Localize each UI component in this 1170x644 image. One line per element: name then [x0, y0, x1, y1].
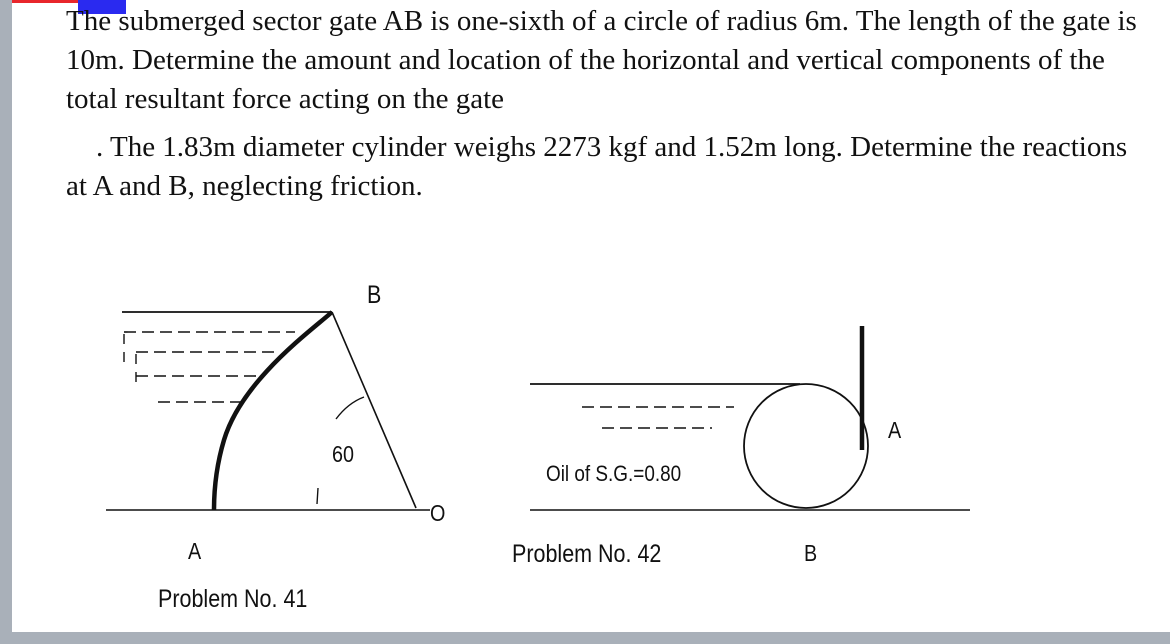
- figure-41: [106, 312, 430, 510]
- problem-42-text: . The 1.83m diameter cylinder weighs 2273 kgf and 1.52m long. Determine the reactions at A and B, neglecting friction.: [66, 131, 1128, 202]
- caption-problem-42: Problem No. 42: [512, 540, 662, 568]
- label-b-41: B: [367, 281, 382, 309]
- angle-arc: [336, 397, 364, 419]
- problem-figures: [12, 0, 1170, 632]
- cylinder: [744, 384, 868, 508]
- label-oil: Oil of S.G.=0.80: [546, 461, 682, 486]
- label-b-42: B: [804, 540, 818, 566]
- sector-gate-arc: [214, 312, 332, 510]
- document-page: [12, 0, 1170, 632]
- label-a-41: A: [188, 538, 202, 564]
- label-angle-60: 60: [332, 441, 355, 467]
- problem-41-text: The submerged sector gate AB is one-sixth of a circle of radius 6m. The length of the gate is 10m. Determine the amount and location of the horizontal and vertical components of the total resultant force acting on the gate: [66, 5, 1137, 115]
- caption-problem-41: Problem No. 41: [158, 585, 308, 613]
- label-o-41: O: [430, 500, 446, 526]
- label-a-42: A: [888, 417, 902, 443]
